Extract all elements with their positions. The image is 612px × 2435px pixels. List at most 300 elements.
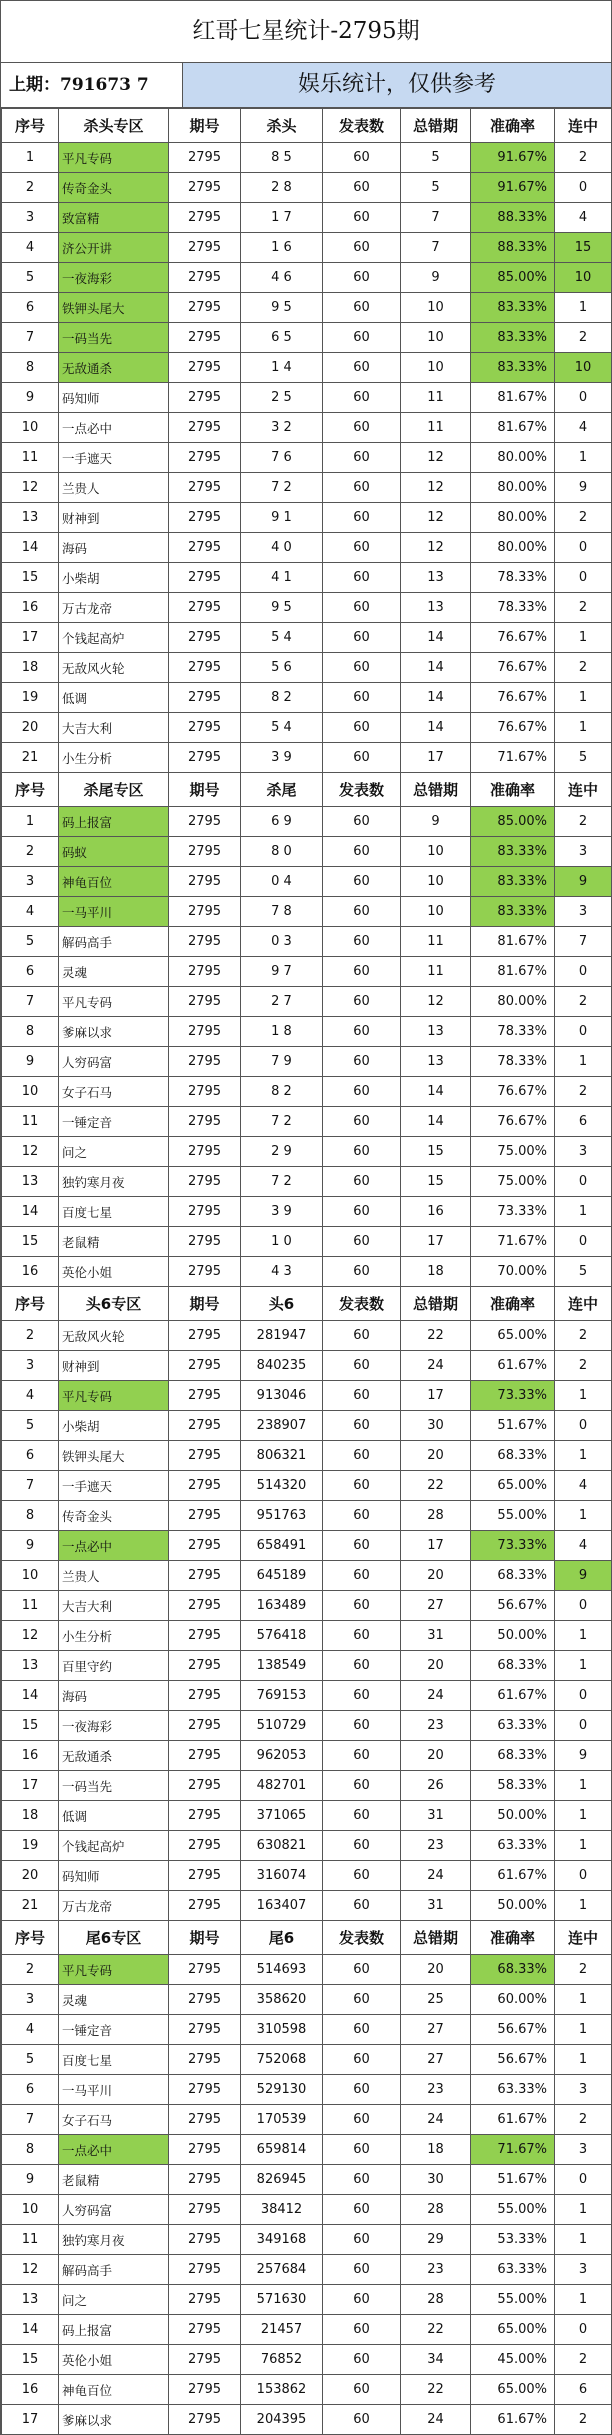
row-number-cell: 11 — [2, 1107, 59, 1137]
issue-number-cell: 2795 — [169, 1107, 241, 1137]
accuracy-rate-cell: 65.00% — [471, 1321, 555, 1351]
issue-number-cell: 2795 — [169, 1891, 241, 1921]
accuracy-rate-cell: 76.67% — [471, 713, 555, 743]
table-row — [2, 1017, 612, 1047]
column-header-win-streak: 连中 — [555, 1921, 612, 1955]
accuracy-rate-cell: 76.67% — [471, 623, 555, 653]
total-miss-count-cell: 27 — [401, 2015, 471, 2045]
forecaster-name-cell: 神龟百位 — [59, 867, 169, 897]
published-count-cell: 60 — [323, 413, 401, 443]
total-miss-count-cell: 17 — [401, 1381, 471, 1411]
published-count-cell: 60 — [323, 653, 401, 683]
table-row — [2, 413, 612, 443]
column-header-total-miss-count: 总错期 — [401, 1921, 471, 1955]
win-streak-cell: 1 — [555, 1891, 612, 1921]
forecaster-name-cell: 传奇金头 — [59, 173, 169, 203]
accuracy-rate-cell: 56.67% — [471, 2045, 555, 2075]
forecaster-name-cell: 解码高手 — [59, 2255, 169, 2285]
accuracy-rate-cell: 56.67% — [471, 1591, 555, 1621]
row-number-cell: 16 — [2, 2375, 59, 2405]
forecaster-name-cell: 神龟百位 — [59, 2375, 169, 2405]
accuracy-rate-cell: 65.00% — [471, 1471, 555, 1501]
published-count-cell: 60 — [323, 1501, 401, 1531]
win-streak-cell: 0 — [555, 563, 612, 593]
published-count-cell: 60 — [323, 2045, 401, 2075]
accuracy-rate-cell: 83.33% — [471, 867, 555, 897]
table-row — [2, 987, 612, 1017]
predicted-numbers-cell: 1 4 — [241, 353, 323, 383]
total-miss-count-cell: 13 — [401, 1047, 471, 1077]
total-miss-count-cell: 14 — [401, 713, 471, 743]
win-streak-cell: 5 — [555, 1257, 612, 1287]
table-row — [2, 1197, 612, 1227]
forecaster-name-cell: 低调 — [59, 683, 169, 713]
published-count-cell: 60 — [323, 233, 401, 263]
win-streak-cell: 4 — [555, 1531, 612, 1561]
predicted-numbers-cell: 7 9 — [241, 1047, 323, 1077]
table-row — [2, 1381, 612, 1411]
row-number-cell: 7 — [2, 2105, 59, 2135]
row-number-cell: 15 — [2, 2345, 59, 2375]
issue-number-cell: 2795 — [169, 263, 241, 293]
forecaster-name-cell: 英伦小姐 — [59, 1257, 169, 1287]
forecaster-name-cell: 码知师 — [59, 383, 169, 413]
row-number-cell: 14 — [2, 1681, 59, 1711]
total-miss-count-cell: 28 — [401, 2195, 471, 2225]
table-row — [2, 593, 612, 623]
win-streak-cell: 2 — [555, 1955, 612, 1985]
published-count-cell: 60 — [323, 563, 401, 593]
column-header-published-count: 发表数 — [323, 1921, 401, 1955]
issue-number-cell: 2795 — [169, 2015, 241, 2045]
table-row — [2, 1955, 612, 1985]
accuracy-rate-cell: 68.33% — [471, 1441, 555, 1471]
issue-number-cell: 2795 — [169, 1047, 241, 1077]
row-number-cell: 15 — [2, 563, 59, 593]
total-miss-count-cell: 12 — [401, 473, 471, 503]
published-count-cell: 60 — [323, 713, 401, 743]
predicted-numbers-cell: 658491 — [241, 1531, 323, 1561]
total-miss-count-cell: 12 — [401, 533, 471, 563]
published-count-cell: 60 — [323, 1801, 401, 1831]
total-miss-count-cell: 31 — [401, 1621, 471, 1651]
row-number-cell: 17 — [2, 623, 59, 653]
column-header-predicted-numbers: 头6 — [241, 1287, 323, 1321]
predicted-numbers-cell: 8 5 — [241, 143, 323, 173]
total-miss-count-cell: 18 — [401, 1257, 471, 1287]
issue-number-cell: 2795 — [169, 2045, 241, 2075]
row-number-cell: 15 — [2, 1711, 59, 1741]
predicted-numbers-cell: 7 2 — [241, 473, 323, 503]
published-count-cell: 60 — [323, 2165, 401, 2195]
published-count-cell: 60 — [323, 1017, 401, 1047]
table-row — [2, 1047, 612, 1077]
predicted-numbers-cell: 38412 — [241, 2195, 323, 2225]
accuracy-rate-cell: 80.00% — [471, 987, 555, 1017]
predicted-numbers-cell: 358620 — [241, 1985, 323, 2015]
win-streak-cell: 1 — [555, 1831, 612, 1861]
issue-number-cell: 2795 — [169, 1197, 241, 1227]
published-count-cell: 60 — [323, 1741, 401, 1771]
total-miss-count-cell: 7 — [401, 233, 471, 263]
issue-number-cell: 2795 — [169, 443, 241, 473]
row-number-cell: 20 — [2, 713, 59, 743]
win-streak-cell: 0 — [555, 1591, 612, 1621]
issue-number-cell: 2795 — [169, 1771, 241, 1801]
win-streak-cell: 3 — [555, 2075, 612, 2105]
published-count-cell: 60 — [323, 503, 401, 533]
table-row — [2, 443, 612, 473]
table-row — [2, 1561, 612, 1591]
issue-number-cell: 2795 — [169, 743, 241, 773]
column-header-accuracy-rate: 准确率 — [471, 1921, 555, 1955]
published-count-cell: 60 — [323, 837, 401, 867]
row-number-cell: 6 — [2, 2075, 59, 2105]
total-miss-count-cell: 20 — [401, 1651, 471, 1681]
accuracy-rate-cell: 70.00% — [471, 1257, 555, 1287]
win-streak-cell: 0 — [555, 1227, 612, 1257]
table-row — [2, 623, 612, 653]
total-miss-count-cell: 10 — [401, 323, 471, 353]
predicted-numbers-cell: 951763 — [241, 1501, 323, 1531]
predicted-numbers-cell: 204395 — [241, 2405, 323, 2435]
win-streak-cell: 1 — [555, 2225, 612, 2255]
table-row — [2, 957, 612, 987]
table-row — [2, 2105, 612, 2135]
forecaster-name-cell: 铁钾头尾大 — [59, 1441, 169, 1471]
forecaster-name-cell: 平凡专码 — [59, 143, 169, 173]
published-count-cell: 60 — [323, 383, 401, 413]
forecaster-name-cell: 小柴胡 — [59, 1411, 169, 1441]
table-row — [2, 533, 612, 563]
row-number-cell: 9 — [2, 1531, 59, 1561]
forecaster-name-cell: 一手遮天 — [59, 443, 169, 473]
issue-number-cell: 2795 — [169, 143, 241, 173]
win-streak-cell: 1 — [555, 1985, 612, 2015]
predicted-numbers-cell: 2 9 — [241, 1137, 323, 1167]
accuracy-rate-cell: 55.00% — [471, 2285, 555, 2315]
predicted-numbers-cell: 571630 — [241, 2285, 323, 2315]
published-count-cell: 60 — [323, 1077, 401, 1107]
column-header-published-count: 发表数 — [323, 1287, 401, 1321]
total-miss-count-cell: 17 — [401, 743, 471, 773]
row-number-cell: 10 — [2, 1077, 59, 1107]
win-streak-cell: 1 — [555, 1501, 612, 1531]
issue-number-cell: 2795 — [169, 173, 241, 203]
total-miss-count-cell: 10 — [401, 353, 471, 383]
total-miss-count-cell: 31 — [401, 1891, 471, 1921]
table-row — [2, 2135, 612, 2165]
row-number-cell: 13 — [2, 1167, 59, 1197]
predicted-numbers-cell: 1 0 — [241, 1227, 323, 1257]
column-header-forecaster-name: 头6专区 — [59, 1287, 169, 1321]
accuracy-rate-cell: 80.00% — [471, 473, 555, 503]
predicted-numbers-cell: 3 9 — [241, 1197, 323, 1227]
section-header-row — [2, 1921, 612, 1955]
table-row — [2, 203, 612, 233]
issue-number-cell: 2795 — [169, 1561, 241, 1591]
predicted-numbers-cell: 826945 — [241, 2165, 323, 2195]
published-count-cell: 60 — [323, 867, 401, 897]
forecaster-name-cell: 平凡专码 — [59, 987, 169, 1017]
total-miss-count-cell: 16 — [401, 1197, 471, 1227]
issue-number-cell: 2795 — [169, 1167, 241, 1197]
predicted-numbers-cell: 349168 — [241, 2225, 323, 2255]
table-row — [2, 1257, 612, 1287]
forecaster-name-cell: 平凡专码 — [59, 1381, 169, 1411]
table-row — [2, 2195, 612, 2225]
published-count-cell: 60 — [323, 1047, 401, 1077]
issue-number-cell: 2795 — [169, 1017, 241, 1047]
accuracy-rate-cell: 71.67% — [471, 1227, 555, 1257]
issue-number-cell: 2795 — [169, 383, 241, 413]
accuracy-rate-cell: 55.00% — [471, 2195, 555, 2225]
accuracy-rate-cell: 83.33% — [471, 837, 555, 867]
issue-number-cell: 2795 — [169, 413, 241, 443]
total-miss-count-cell: 30 — [401, 2165, 471, 2195]
predicted-numbers-cell: 5 4 — [241, 623, 323, 653]
issue-number-cell: 2795 — [169, 867, 241, 897]
total-miss-count-cell: 22 — [401, 1321, 471, 1351]
win-streak-cell: 10 — [555, 263, 612, 293]
row-number-cell: 2 — [2, 837, 59, 867]
row-number-cell: 5 — [2, 1411, 59, 1441]
issue-number-cell: 2795 — [169, 1137, 241, 1167]
table-row — [2, 807, 612, 837]
accuracy-rate-cell: 81.67% — [471, 413, 555, 443]
column-header-accuracy-rate: 准确率 — [471, 1287, 555, 1321]
issue-number-cell: 2795 — [169, 1381, 241, 1411]
forecaster-name-cell: 问之 — [59, 1137, 169, 1167]
predicted-numbers-cell: 3 9 — [241, 743, 323, 773]
published-count-cell: 60 — [323, 957, 401, 987]
accuracy-rate-cell: 81.67% — [471, 927, 555, 957]
accuracy-rate-cell: 91.67% — [471, 143, 555, 173]
total-miss-count-cell: 11 — [401, 927, 471, 957]
predicted-numbers-cell: 630821 — [241, 1831, 323, 1861]
accuracy-rate-cell: 78.33% — [471, 1017, 555, 1047]
published-count-cell: 60 — [323, 173, 401, 203]
issue-number-cell: 2795 — [169, 473, 241, 503]
accuracy-rate-cell: 55.00% — [471, 1501, 555, 1531]
win-streak-cell: 5 — [555, 743, 612, 773]
forecaster-name-cell: 海码 — [59, 1681, 169, 1711]
predicted-numbers-cell: 806321 — [241, 1441, 323, 1471]
stats-table — [1, 108, 612, 2435]
accuracy-rate-cell: 80.00% — [471, 443, 555, 473]
accuracy-rate-cell: 76.67% — [471, 1107, 555, 1137]
total-miss-count-cell: 14 — [401, 623, 471, 653]
column-header-forecaster-name: 尾6专区 — [59, 1921, 169, 1955]
table-row — [2, 2315, 612, 2345]
table-row — [2, 233, 612, 263]
predicted-numbers-cell: 8 2 — [241, 1077, 323, 1107]
forecaster-name-cell: 解码高手 — [59, 927, 169, 957]
published-count-cell: 60 — [323, 1107, 401, 1137]
issue-number-cell: 2795 — [169, 323, 241, 353]
win-streak-cell: 2 — [555, 2105, 612, 2135]
published-count-cell: 60 — [323, 2075, 401, 2105]
win-streak-cell: 2 — [555, 143, 612, 173]
accuracy-rate-cell: 68.33% — [471, 1561, 555, 1591]
predicted-numbers-cell: 576418 — [241, 1621, 323, 1651]
win-streak-cell: 9 — [555, 1741, 612, 1771]
forecaster-name-cell: 爹麻以求 — [59, 1017, 169, 1047]
win-streak-cell: 2 — [555, 807, 612, 837]
accuracy-rate-cell: 71.67% — [471, 743, 555, 773]
forecaster-name-cell: 爹麻以求 — [59, 2405, 169, 2435]
column-header-win-streak: 连中 — [555, 109, 612, 143]
total-miss-count-cell: 10 — [401, 293, 471, 323]
table-row — [2, 1531, 612, 1561]
column-header-win-streak: 连中 — [555, 773, 612, 807]
section-header-row — [2, 109, 612, 143]
predicted-numbers-cell: 3 2 — [241, 413, 323, 443]
predicted-numbers-cell: 316074 — [241, 1861, 323, 1891]
table-row — [2, 837, 612, 867]
published-count-cell: 60 — [323, 323, 401, 353]
total-miss-count-cell: 9 — [401, 807, 471, 837]
accuracy-rate-cell: 73.33% — [471, 1531, 555, 1561]
total-miss-count-cell: 11 — [401, 957, 471, 987]
win-streak-cell: 0 — [555, 957, 612, 987]
predicted-numbers-cell: 2 5 — [241, 383, 323, 413]
published-count-cell: 60 — [323, 1985, 401, 2015]
total-miss-count-cell: 14 — [401, 1077, 471, 1107]
win-streak-cell: 1 — [555, 1651, 612, 1681]
win-streak-cell: 6 — [555, 2375, 612, 2405]
published-count-cell: 60 — [323, 1621, 401, 1651]
table-row — [2, 173, 612, 203]
win-streak-cell: 1 — [555, 1621, 612, 1651]
forecaster-name-cell: 老鼠精 — [59, 2165, 169, 2195]
issue-number-cell: 2795 — [169, 1741, 241, 1771]
predicted-numbers-cell: 9 7 — [241, 957, 323, 987]
table-row — [2, 2045, 612, 2075]
row-number-cell: 10 — [2, 1561, 59, 1591]
accuracy-rate-cell: 71.67% — [471, 2135, 555, 2165]
published-count-cell: 60 — [323, 1441, 401, 1471]
predicted-numbers-cell: 913046 — [241, 1381, 323, 1411]
published-count-cell: 60 — [323, 1591, 401, 1621]
row-number-cell: 5 — [2, 263, 59, 293]
table-row — [2, 383, 612, 413]
forecaster-name-cell: 济公开讲 — [59, 233, 169, 263]
column-header-predicted-numbers: 尾6 — [241, 1921, 323, 1955]
table-row — [2, 2405, 612, 2435]
accuracy-rate-cell: 73.33% — [471, 1197, 555, 1227]
row-number-cell: 9 — [2, 383, 59, 413]
total-miss-count-cell: 10 — [401, 837, 471, 867]
stats-table-body — [2, 109, 612, 2435]
forecaster-name-cell: 铁钾头尾大 — [59, 293, 169, 323]
forecaster-name-cell: 一点必中 — [59, 2135, 169, 2165]
forecaster-name-cell: 人穷码富 — [59, 1047, 169, 1077]
accuracy-rate-cell: 63.33% — [471, 1831, 555, 1861]
issue-number-cell: 2795 — [169, 2405, 241, 2435]
win-streak-cell: 2 — [555, 593, 612, 623]
issue-number-cell: 2795 — [169, 2195, 241, 2225]
column-header-row-number: 序号 — [2, 773, 59, 807]
issue-number-cell: 2795 — [169, 987, 241, 1017]
total-miss-count-cell: 7 — [401, 203, 471, 233]
forecaster-name-cell: 百里守约 — [59, 1651, 169, 1681]
forecaster-name-cell: 百度七星 — [59, 2045, 169, 2075]
predicted-numbers-cell: 510729 — [241, 1711, 323, 1741]
published-count-cell: 60 — [323, 1561, 401, 1591]
issue-number-cell: 2795 — [169, 1621, 241, 1651]
accuracy-rate-cell: 83.33% — [471, 353, 555, 383]
published-count-cell: 60 — [323, 353, 401, 383]
accuracy-rate-cell: 50.00% — [471, 1891, 555, 1921]
predicted-numbers-cell: 7 8 — [241, 897, 323, 927]
win-streak-cell: 3 — [555, 1137, 612, 1167]
column-header-published-count: 发表数 — [323, 109, 401, 143]
predicted-numbers-cell: 138549 — [241, 1651, 323, 1681]
predicted-numbers-cell: 4 1 — [241, 563, 323, 593]
forecaster-name-cell: 独钓寒月夜 — [59, 2225, 169, 2255]
section-header-row — [2, 1287, 612, 1321]
row-number-cell: 17 — [2, 1771, 59, 1801]
total-miss-count-cell: 9 — [401, 263, 471, 293]
predicted-numbers-cell: 257684 — [241, 2255, 323, 2285]
published-count-cell: 60 — [323, 1227, 401, 1257]
published-count-cell: 60 — [323, 1861, 401, 1891]
issue-number-cell: 2795 — [169, 293, 241, 323]
table-row — [2, 1801, 612, 1831]
win-streak-cell: 6 — [555, 1107, 612, 1137]
table-row — [2, 2015, 612, 2045]
forecaster-name-cell: 万古龙帝 — [59, 1891, 169, 1921]
row-number-cell: 21 — [2, 1891, 59, 1921]
forecaster-name-cell: 一手遮天 — [59, 1471, 169, 1501]
published-count-cell: 60 — [323, 1197, 401, 1227]
accuracy-rate-cell: 88.33% — [471, 203, 555, 233]
column-header-win-streak: 连中 — [555, 1287, 612, 1321]
total-miss-count-cell: 27 — [401, 1591, 471, 1621]
table-row — [2, 897, 612, 927]
published-count-cell: 60 — [323, 143, 401, 173]
win-streak-cell: 15 — [555, 233, 612, 263]
published-count-cell: 60 — [323, 1891, 401, 1921]
table-row — [2, 563, 612, 593]
predicted-numbers-cell: 8 0 — [241, 837, 323, 867]
forecaster-name-cell: 个钱起高炉 — [59, 623, 169, 653]
table-row — [2, 1351, 612, 1381]
accuracy-rate-cell: 65.00% — [471, 2315, 555, 2345]
total-miss-count-cell: 10 — [401, 897, 471, 927]
accuracy-rate-cell: 83.33% — [471, 897, 555, 927]
table-row — [2, 1621, 612, 1651]
section-header-row — [2, 773, 612, 807]
predicted-numbers-cell: 5 4 — [241, 713, 323, 743]
total-miss-count-cell: 5 — [401, 173, 471, 203]
row-number-cell: 5 — [2, 927, 59, 957]
accuracy-rate-cell: 73.33% — [471, 1381, 555, 1411]
published-count-cell: 60 — [323, 1955, 401, 1985]
total-miss-count-cell: 12 — [401, 503, 471, 533]
total-miss-count-cell: 25 — [401, 1985, 471, 2015]
table-row — [2, 263, 612, 293]
total-miss-count-cell: 5 — [401, 143, 471, 173]
accuracy-rate-cell: 78.33% — [471, 1047, 555, 1077]
table-row — [2, 743, 612, 773]
published-count-cell: 60 — [323, 2285, 401, 2315]
accuracy-rate-cell: 80.00% — [471, 503, 555, 533]
win-streak-cell: 1 — [555, 2015, 612, 2045]
table-row — [2, 1137, 612, 1167]
issue-number-cell: 2795 — [169, 807, 241, 837]
